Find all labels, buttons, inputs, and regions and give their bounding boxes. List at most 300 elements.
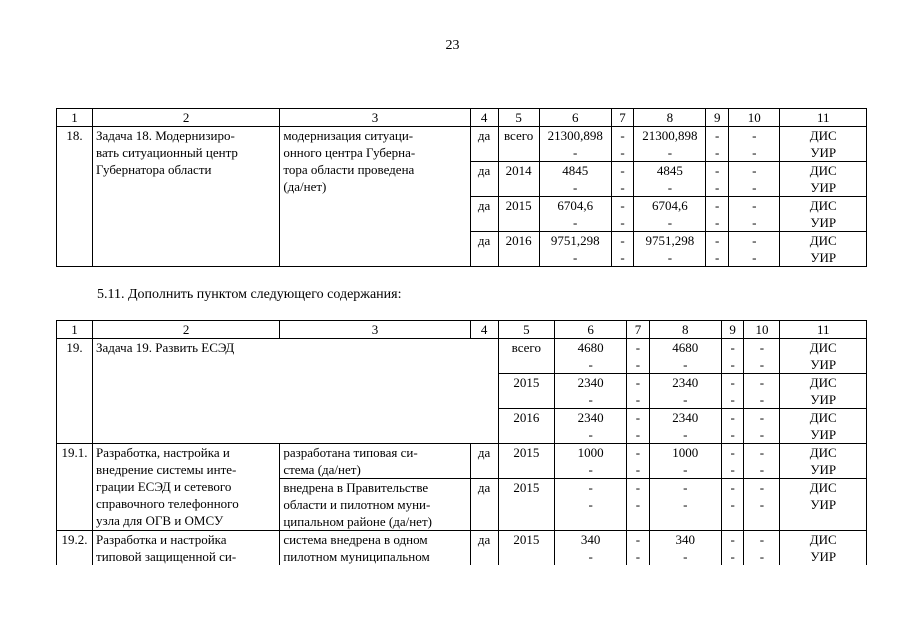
year-cell (498, 479, 555, 531)
cell-line: - (588, 427, 593, 442)
cell-local (721, 339, 744, 374)
cell-line: - (588, 392, 593, 407)
unit-cell (470, 232, 498, 267)
cell-total (555, 444, 627, 479)
unit-cell (470, 479, 498, 531)
cell-line: - (635, 340, 641, 355)
cell-line: - (730, 445, 735, 460)
cell-line: УИР (810, 462, 837, 477)
cell-line: - (715, 145, 720, 160)
cell-line: типовой защищенной си- (96, 549, 237, 564)
cell-line: - (730, 549, 735, 564)
item-description (93, 531, 280, 566)
unit-cell (470, 162, 498, 197)
cell-line: Задача 19. Развить ЕСЭД (96, 340, 235, 355)
cell-other (744, 339, 780, 374)
cell-line: 4 (480, 110, 488, 125)
indicator (280, 444, 470, 479)
cell-line: - (759, 410, 765, 425)
table-row (57, 127, 867, 162)
cell-federal (611, 197, 634, 232)
column-header (555, 321, 627, 339)
year-cell (498, 232, 539, 267)
cell-line: ДИС (809, 233, 837, 248)
cell-line: внедрение системы инте- (96, 462, 237, 477)
cell-regional (634, 197, 706, 232)
column-header (498, 321, 555, 339)
table-row (57, 531, 867, 566)
unit-cell (470, 127, 498, 162)
cell-federal (611, 127, 634, 162)
cell-line: грации ЕСЭД и сетевого (96, 479, 232, 494)
cell-line: 6704,6 (651, 198, 688, 213)
year-cell (498, 339, 555, 374)
cell-local (706, 232, 729, 267)
cell-line: да (477, 480, 491, 495)
cell-line: - (752, 145, 757, 160)
cell-line: - (620, 233, 625, 248)
cell-line: - (752, 215, 757, 230)
program-table-task-19 (56, 320, 867, 565)
column-header (280, 321, 470, 339)
cell-line: - (573, 250, 578, 265)
cell-line: - (759, 462, 765, 477)
cell-line: УИР (810, 392, 837, 407)
cell-line: - (573, 145, 578, 160)
cell-regional (649, 444, 721, 479)
column-header (280, 109, 470, 127)
cell-executor (780, 162, 867, 197)
cell-line: - (667, 215, 673, 230)
year-cell (498, 127, 539, 162)
table-row (57, 444, 867, 479)
cell-line: модернизация ситуаци- (283, 128, 414, 143)
year-cell (498, 444, 555, 479)
cell-line: 2340 (672, 375, 699, 390)
cell-line: - (730, 357, 735, 372)
cell-line: 2015 (513, 445, 540, 460)
cell-local (721, 374, 744, 409)
cell-line: - (620, 145, 625, 160)
cell-line: 3 (371, 322, 379, 337)
cell-line: - (667, 250, 673, 265)
cell-line: справочного телефонного (96, 496, 239, 511)
cell-total (555, 531, 627, 566)
header-row (57, 321, 867, 339)
cell-line: 7 (634, 322, 642, 337)
cell-line: Губернатора области (96, 162, 212, 177)
cell-line: 4845 (656, 163, 683, 178)
cell-line: 9 (713, 110, 721, 125)
row-number (57, 531, 93, 566)
cell-line: - (635, 549, 641, 564)
cell-federal (627, 444, 650, 479)
cell-line: 19. (66, 340, 83, 355)
cell-line: - (635, 427, 641, 442)
cell-line: - (683, 480, 688, 495)
cell-line: 9 (729, 322, 736, 337)
cell-line: - (752, 250, 757, 265)
column-header (649, 321, 721, 339)
cell-line: 19.2. (61, 532, 88, 547)
cell-line: - (759, 497, 765, 512)
column-header (498, 109, 539, 127)
cell-executor (780, 479, 867, 531)
cell-local (721, 479, 744, 531)
cell-line: - (752, 128, 757, 143)
cell-line: всего (503, 128, 534, 143)
cell-line: области и пилотном муни- (283, 497, 431, 512)
cell-line: - (752, 163, 757, 178)
cell-line: 6 (571, 110, 579, 125)
cell-line: - (588, 497, 593, 512)
cell-line: онного центра Губерна- (283, 145, 416, 160)
cell-line: 8 (682, 322, 689, 337)
column-header (611, 109, 634, 127)
cell-line: 9751,298 (645, 233, 695, 248)
cell-line: 1 (71, 110, 78, 125)
column-header (539, 109, 611, 127)
cell-line: - (620, 215, 625, 230)
cell-line: 2340 (672, 410, 699, 425)
cell-line: - (715, 163, 720, 178)
cell-line: 340 (580, 532, 601, 547)
cell-line: - (730, 480, 735, 495)
cell-line: - (730, 375, 735, 390)
year-cell (498, 409, 555, 444)
cell-line: - (715, 128, 720, 143)
cell-line: ДИС (809, 532, 837, 547)
unit-cell (470, 444, 498, 479)
amendment-paragraph: 5.11. Дополнить пунктом следующего содержания: (97, 287, 402, 302)
cell-line: 10 (747, 110, 761, 125)
cell-total (539, 197, 611, 232)
cell-other (744, 444, 780, 479)
column-header (706, 109, 729, 127)
cell-line: ДИС (809, 445, 837, 460)
cell-line: ДИС (809, 375, 837, 390)
cell-line: - (635, 532, 641, 547)
cell-line: 1000 (577, 445, 604, 460)
cell-line: - (635, 445, 641, 460)
cell-line: 2014 (505, 163, 532, 178)
cell-line: - (730, 427, 735, 442)
cell-line: - (667, 180, 673, 195)
task-description (93, 127, 280, 267)
cell-other (729, 162, 780, 197)
cell-line: 340 (675, 532, 696, 547)
cell-line: - (730, 392, 735, 407)
cell-regional (634, 162, 706, 197)
cell-line: УИР (810, 357, 837, 372)
cell-line: - (683, 549, 688, 564)
cell-regional (634, 232, 706, 267)
cell-executor (780, 531, 867, 566)
header-row (57, 109, 867, 127)
column-header (634, 109, 706, 127)
cell-total (555, 374, 627, 409)
cell-federal (627, 374, 650, 409)
cell-line: - (635, 480, 641, 495)
column-header (721, 321, 744, 339)
column-header (93, 321, 280, 339)
cell-line: да (477, 445, 491, 460)
cell-line: 2016 (505, 233, 532, 248)
cell-federal (627, 409, 650, 444)
cell-federal (627, 531, 650, 566)
cell-line: 4845 (562, 163, 589, 178)
cell-line: - (715, 215, 720, 230)
cell-total (555, 339, 627, 374)
cell-line: - (730, 410, 735, 425)
cell-line: 4680 (672, 340, 699, 355)
cell-total (539, 127, 611, 162)
cell-line: - (588, 357, 593, 372)
column-header (57, 321, 93, 339)
cell-line: 8 (666, 110, 674, 125)
cell-line: вать ситуационный центр (96, 145, 238, 160)
cell-line: Разработка, настройка и (96, 445, 230, 460)
cell-line: да (477, 163, 491, 178)
cell-line: УИР (810, 180, 837, 195)
column-header (627, 321, 650, 339)
cell-executor (780, 374, 867, 409)
cell-line: 2015 (513, 532, 540, 547)
cell-line: - (635, 462, 641, 477)
cell-line: - (588, 549, 593, 564)
cell-other (744, 531, 780, 566)
cell-federal (627, 479, 650, 531)
cell-line: 1 (71, 322, 78, 337)
cell-line: - (715, 198, 720, 213)
cell-line: 6 (587, 322, 594, 337)
cell-line: - (759, 532, 765, 547)
cell-line: - (683, 497, 688, 512)
year-cell (498, 374, 555, 409)
cell-line: 1000 (672, 445, 699, 460)
unit-cell (470, 531, 498, 566)
cell-line: 4 (480, 322, 488, 337)
item-description (93, 444, 280, 531)
cell-line: - (683, 392, 688, 407)
cell-line: ДИС (809, 198, 837, 213)
cell-other (744, 374, 780, 409)
cell-regional (649, 531, 721, 566)
cell-line: УИР (810, 549, 837, 564)
cell-line: - (730, 532, 735, 547)
cell-line: (да/нет) (283, 179, 327, 194)
cell-line: - (635, 357, 641, 372)
cell-line: - (730, 340, 735, 355)
cell-total (539, 232, 611, 267)
cell-line: Разработка и настройка (96, 532, 227, 547)
cell-line: - (588, 480, 593, 495)
table-row (57, 339, 867, 374)
cell-line: Задача 18. Модернизиро- (96, 128, 235, 143)
cell-line: - (588, 462, 593, 477)
cell-line: - (730, 497, 735, 512)
cell-line: 5 (515, 110, 522, 125)
cell-executor (780, 127, 867, 162)
cell-line: - (759, 375, 765, 390)
cell-line: - (573, 180, 578, 195)
cell-local (706, 127, 729, 162)
year-cell (498, 162, 539, 197)
column-header (57, 109, 93, 127)
cell-line: ДИС (809, 128, 837, 143)
cell-line: - (730, 462, 735, 477)
cell-line: - (620, 180, 625, 195)
cell-line: - (635, 497, 641, 512)
cell-line: внедрена в Правительстве (283, 480, 429, 495)
cell-line: - (635, 375, 641, 390)
cell-line: 19.1. (61, 445, 88, 460)
cell-line: - (715, 180, 720, 195)
cell-executor (780, 232, 867, 267)
cell-line: - (635, 410, 641, 425)
cell-line: 9751,298 (550, 233, 600, 248)
cell-line: 6704,6 (557, 198, 594, 213)
cell-executor (780, 409, 867, 444)
cell-line: - (752, 233, 757, 248)
year-cell (498, 531, 555, 566)
cell-line: 2340 (577, 375, 604, 390)
cell-line: 4680 (577, 340, 604, 355)
cell-local (721, 409, 744, 444)
column-header (780, 321, 867, 339)
cell-line: УИР (810, 145, 837, 160)
row-number (57, 444, 93, 531)
cell-line: 11 (816, 110, 830, 125)
cell-line: - (715, 233, 720, 248)
cell-line: - (759, 445, 765, 460)
cell-line: 7 (619, 110, 626, 125)
cell-line: - (759, 392, 765, 407)
cell-line: - (752, 198, 757, 213)
cell-line: ДИС (809, 480, 837, 495)
cell-line: 2015 (513, 480, 540, 495)
cell-line: - (620, 163, 625, 178)
cell-local (721, 531, 744, 566)
cell-total (555, 479, 627, 531)
cell-line: - (715, 250, 720, 265)
cell-line: 2 (182, 110, 190, 125)
cell-line: - (573, 215, 578, 230)
cell-regional (649, 374, 721, 409)
cell-total (539, 162, 611, 197)
column-header (729, 109, 780, 127)
cell-line: - (752, 180, 757, 195)
cell-line: пилотном муниципальном (283, 549, 430, 564)
year-cell (498, 197, 539, 232)
cell-line: узла для ОГВ и ОМСУ (96, 513, 224, 528)
cell-line: 2015 (505, 198, 532, 213)
cell-executor (780, 339, 867, 374)
cell-federal (627, 339, 650, 374)
column-header (744, 321, 780, 339)
cell-line: - (683, 462, 688, 477)
task-description (93, 339, 499, 444)
row-number (57, 339, 93, 444)
cell-line: да (477, 198, 491, 213)
cell-line: - (620, 198, 625, 213)
cell-line: стема (да/нет) (283, 462, 361, 477)
cell-federal (611, 162, 634, 197)
indicator (280, 531, 470, 566)
cell-line: 5 (523, 322, 530, 337)
cell-other (744, 409, 780, 444)
cell-line: ДИС (809, 340, 837, 355)
cell-line: 2340 (577, 410, 604, 425)
cell-local (706, 162, 729, 197)
cell-executor (780, 197, 867, 232)
cell-line: 2 (182, 322, 190, 337)
column-header (93, 109, 280, 127)
cell-line: - (759, 480, 765, 495)
cell-regional (634, 127, 706, 162)
cell-line: УИР (810, 427, 837, 442)
cell-line: ДИС (809, 410, 837, 425)
cell-other (729, 232, 780, 267)
cell-line: да (477, 532, 491, 547)
cell-line: - (635, 392, 641, 407)
cell-other (729, 197, 780, 232)
cell-regional (649, 409, 721, 444)
cell-line: УИР (810, 250, 837, 265)
cell-total (555, 409, 627, 444)
cell-regional (649, 339, 721, 374)
cell-line: 11 (816, 322, 830, 337)
cell-other (744, 479, 780, 531)
cell-line: - (620, 128, 625, 143)
column-header (470, 109, 498, 127)
cell-local (721, 444, 744, 479)
indicator (280, 479, 470, 531)
cell-local (706, 197, 729, 232)
unit-cell (470, 197, 498, 232)
column-header (780, 109, 867, 127)
program-table-task-18 (56, 108, 867, 267)
indicator (280, 127, 470, 267)
cell-regional (649, 479, 721, 531)
column-header (470, 321, 498, 339)
cell-line: - (759, 357, 765, 372)
cell-other (729, 127, 780, 162)
cell-executor (780, 444, 867, 479)
cell-federal (611, 232, 634, 267)
cell-line: да (477, 128, 491, 143)
cell-line: 21300,898 (642, 128, 698, 143)
cell-line: да (477, 233, 491, 248)
cell-line: УИР (810, 497, 837, 512)
cell-line: - (620, 250, 625, 265)
cell-line: - (667, 145, 673, 160)
row-number (57, 127, 93, 267)
cell-line: всего (511, 340, 541, 355)
cell-line: 21300,898 (547, 128, 603, 143)
cell-line: - (683, 427, 688, 442)
page-number: 23 (445, 38, 460, 53)
cell-line: система внедрена в одном (283, 532, 428, 547)
cell-line: - (759, 549, 765, 564)
cell-line: - (759, 427, 765, 442)
cell-line: - (759, 340, 765, 355)
cell-line: разработана типовая си- (283, 445, 418, 460)
cell-line: УИР (810, 215, 837, 230)
cell-line: 2016 (513, 410, 540, 425)
cell-line: 3 (371, 110, 379, 125)
cell-line: 18. (66, 128, 83, 143)
